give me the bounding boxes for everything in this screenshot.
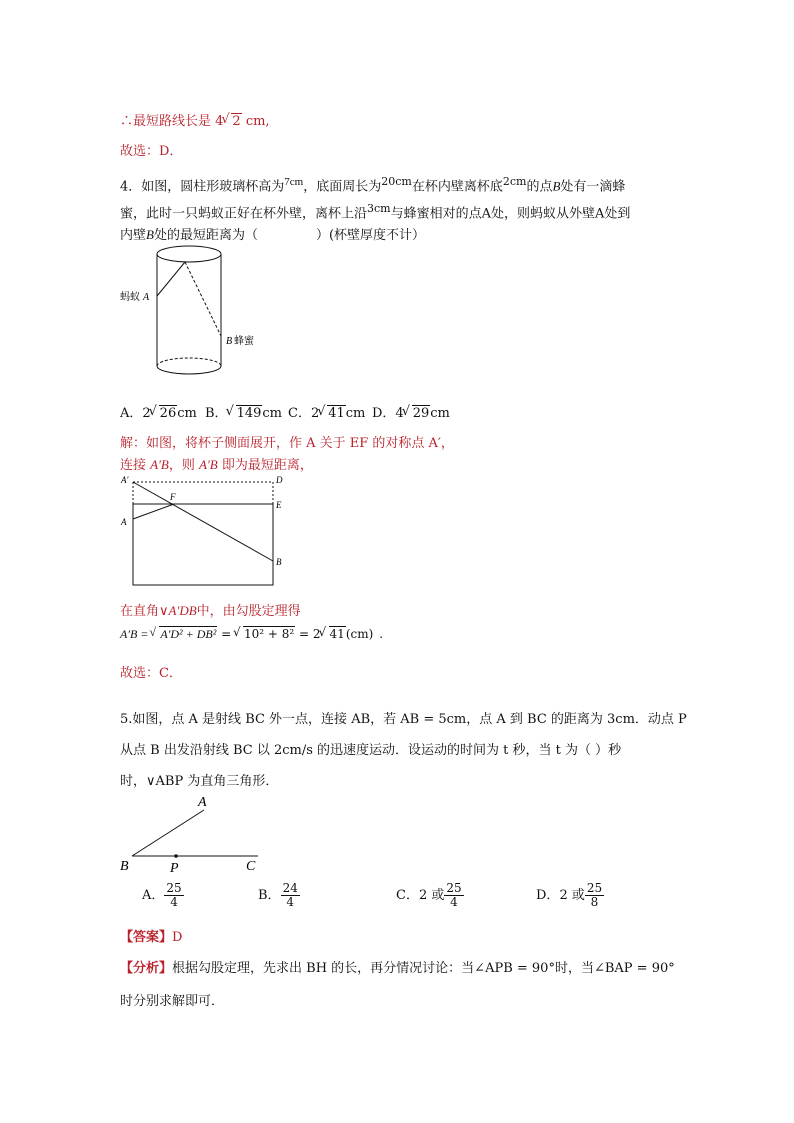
q4-solution-line3: 在直角∨A′DB中，由勾股定理得 xyxy=(120,603,301,619)
q5-answer: 【答案】D xyxy=(120,930,183,945)
label-a: A xyxy=(198,795,207,810)
q4-option-d[interactable]: D．4√ 29cm xyxy=(372,402,450,421)
label-b: B xyxy=(120,859,129,874)
q5-line1: 5.如图，点 A 是射线 BC 外一点，连接 AB，若 AB = 5cm，点 A 到 BC 的距离为 3cm．动点 P xyxy=(120,712,687,727)
prev-conclusion: ∴最短路线长是 4√ 2 cm, xyxy=(120,110,270,129)
label-a: A xyxy=(121,517,127,527)
q4-choice: 故选：C． xyxy=(120,666,182,681)
label-p: P xyxy=(170,861,179,876)
label-f: F xyxy=(170,492,176,502)
label-ant: 蚂蚁 xyxy=(120,292,140,303)
label-a: A xyxy=(143,292,150,303)
cylinder-diagram xyxy=(118,244,278,384)
q4-solution-line1: 解：如图，将杯子侧面展开，作 A 关于 EF 的对称点 A′， xyxy=(120,436,454,451)
q5-option-c[interactable]: C．2 或 $\frac{25}{4}$ xyxy=(396,881,462,909)
q4-option-a[interactable]: A．2√ 26cm xyxy=(120,402,197,421)
prev-choice: 故选：D． xyxy=(120,144,183,159)
unfolded-diagram xyxy=(118,474,293,594)
q4-formula: A′B = √ A′D² + DB² = √ 10² + 8² = 2√ 41(cm) . xyxy=(120,627,383,642)
sqrt-symbol: √ 2 xyxy=(223,114,241,129)
q4-solution-line2: 连接 A′B，则 A′B 即为最短距离， xyxy=(120,457,313,473)
label-b: B xyxy=(276,557,282,567)
q4-line3: 内壁B处的最短距离为（ ）(杯壁厚度不计） xyxy=(120,227,426,243)
q5-line2: 从点 B 出发沿射线 BC 以 2cm/s 的迅速度运动．设运动的时间为 t 秒，当 t 为（ ）秒 xyxy=(120,743,622,758)
label-e: E xyxy=(276,500,282,510)
q5-line3: 时，∨ABP 为直角三角形． xyxy=(120,774,279,789)
q4-option-c[interactable]: C．2√ 41cm xyxy=(288,402,365,421)
q4-line2: 蜜，此时一只蚂蚁正好在杯外壁，离杯上沿$^{3cm}$与蜂蜜相对的点A处，则蚂蚁从外壁A处到 xyxy=(120,202,631,222)
label-d: D xyxy=(276,475,283,485)
label-honey: 蜂蜜 xyxy=(234,336,254,347)
q5-analysis-line2: 时分别求解即可． xyxy=(120,994,225,1009)
q4-option-b[interactable]: B．√ 149cm xyxy=(205,402,282,421)
q5-analysis-line1: 【分析】根据勾股定理，先求出 BH 的长，再分情况讨论：当∠APB = 90°时，当∠BAP = 90° xyxy=(120,961,675,976)
label-c: C xyxy=(246,859,256,874)
ray-diagram xyxy=(118,792,278,874)
label-a-prime: A′ xyxy=(121,475,129,485)
label-b: B xyxy=(226,336,233,347)
q5-option-b[interactable]: B． $\frac{24}{4}$ xyxy=(258,881,298,909)
q5-option-d[interactable]: D．2 或 $\frac{25}{8}$ xyxy=(536,881,603,909)
q5-option-a[interactable]: A． $\frac{25}{4}$ xyxy=(142,881,182,909)
q4-line1: 4．如图，圆柱形玻璃杯高为$^{7cm}$，底面周长为$^{20cm}$在杯内壁离杯底$^{2cm}$的点B处有一滴蜂 xyxy=(120,175,626,195)
